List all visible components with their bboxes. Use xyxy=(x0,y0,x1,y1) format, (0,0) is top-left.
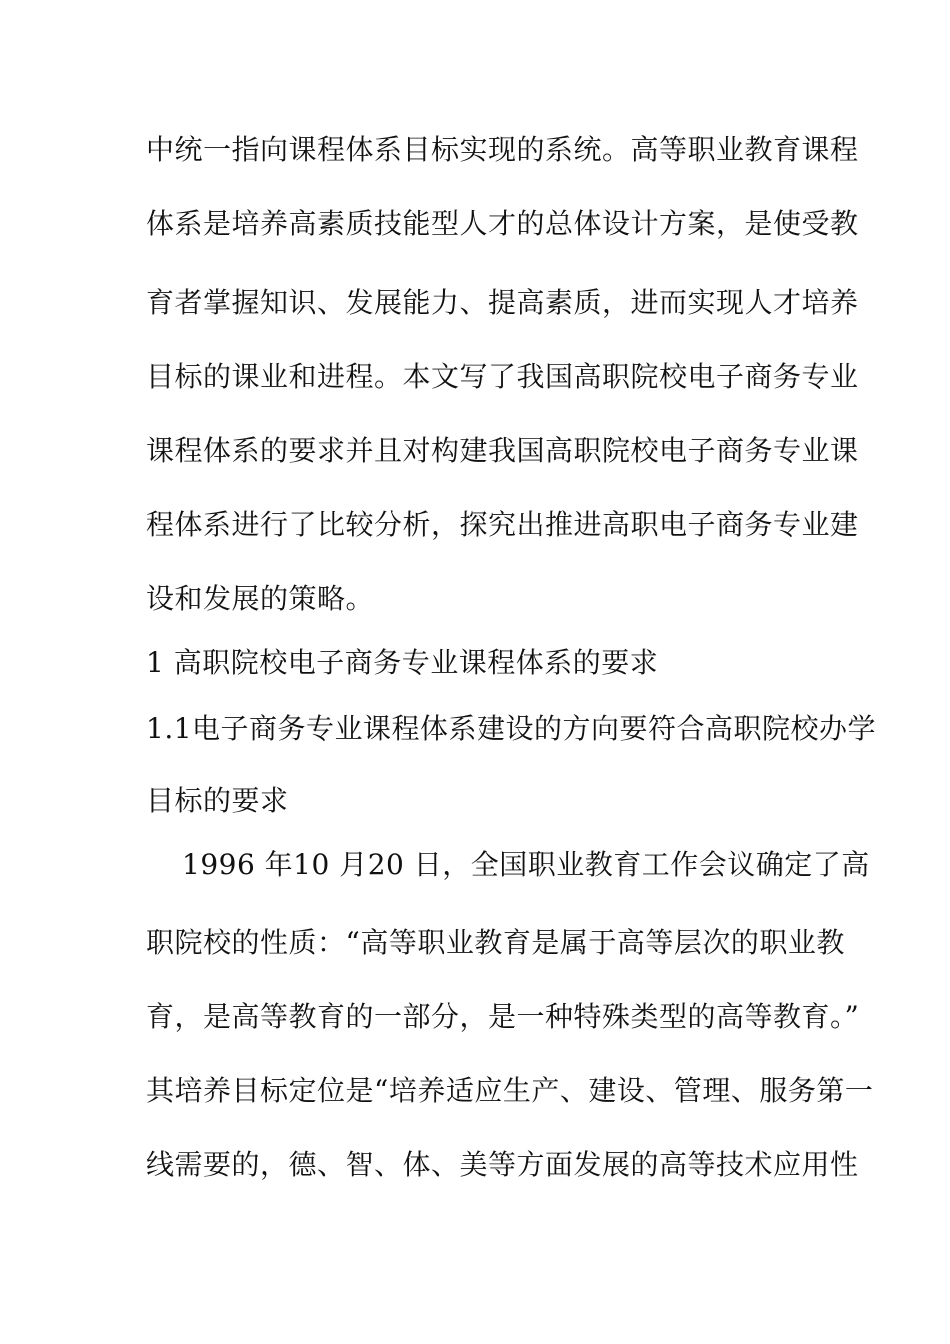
body-text-line: 育，是高等教育的一部分，是一种特殊类型的高等教育。” xyxy=(146,1000,860,1033)
body-text-line: 线需要的，德、智、体、美等方面发展的高等技术应用性 xyxy=(146,1148,859,1181)
subsection-heading-continued: 目标的要求 xyxy=(146,784,289,817)
subsection-heading: 1.1电子商务专业课程体系建设的方向要符合高职院校办学 xyxy=(146,712,877,745)
body-text-line: 设和发展的策略。 xyxy=(146,582,375,615)
body-text-line: 中统一指向课程体系目标实现的系统。高等职业教育课程 xyxy=(146,133,859,166)
body-text-line: 职院校的性质：“高等职业教育是属于高等层次的职业教 xyxy=(146,926,845,959)
body-text-line: 课程体系的要求并且对构建我国高职院校电子商务专业课 xyxy=(146,434,859,467)
body-text-line: 育者掌握知识、发展能力、提高素质，进而实现人才培养 xyxy=(146,286,859,319)
body-text-line: 程体系进行了比较分析，探究出推进高职电子商务专业建 xyxy=(146,508,859,541)
body-text-line: 体系是培养高素质技能型人才的总体设计方案，是使受教 xyxy=(146,207,859,240)
body-text-line: 目标的课业和进程。本文写了我国高职院校电子商务专业 xyxy=(146,360,859,393)
body-text-line: 其培养目标定位是“培养适应生产、建设、管理、服务第一 xyxy=(146,1074,874,1107)
body-text-line: 1996 年10 月20 日，全国职业教育工作会议确定了高 xyxy=(182,848,870,881)
section-heading: 1 高职院校电子商务专业课程体系的要求 xyxy=(146,646,659,679)
